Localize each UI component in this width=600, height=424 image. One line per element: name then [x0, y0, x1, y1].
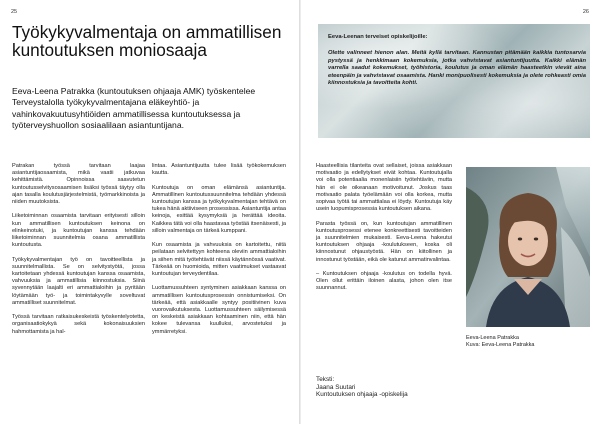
author-credit — [316, 376, 456, 399]
photo-caption — [466, 335, 592, 348]
page-number-right: 26 — [582, 9, 589, 15]
left-column-1 — [12, 163, 145, 343]
article-title — [12, 23, 294, 59]
quote-box — [318, 24, 590, 138]
body-paragraph: Liiketoiminnan osaamista tarvitaan erityisesti silloin kun ammatillisen kuntoutuksen keinona on elinkeinotuki, ja kuntoutujan kanssa tehdään liiketoiminnan suunnitelmia osana ammatillista kuntoutusta. — [12, 213, 145, 249]
body-paragraph: Luottamussuhteen syntyminen asiakkaan kanssa on ammatillisen kuntoutusprosessin onnistumiseksi. On tärkeää, että asiakkaalle syntyy positiivinen kuva vuorovaikutuksesta. Luottamussuhteen säilymisessä on keskeistä asiakkaan kohtaaminen niin, että hän kokee tulevansa kuulluksi, arvostetuksi ja ymmärretyksi. — [152, 285, 286, 335]
credit-role: Kuntoutuksen ohjaaja -opiskelija — [316, 391, 408, 399]
right-page — [300, 0, 600, 424]
body-paragraph: Haasteellisia tilanteita ovat sellaiset, joissa asiakkaan motivaatio ja edellytykset eivät kohtaa. Kuntoutujalla voi olla potentiaalia monenlaisiin työtehtäviin, mutta hän ei ole oikeanaan motivoitunut. Joskus taas motivaatio palata työelämään voi olla korkea, mutta sopivaa työtä tai ammattialaa ei löydy. Kuntoutuja käy usein luopumisprosessia kuntoutuksen aikana. — [316, 163, 452, 213]
body-paragraph: Työssä tarvitaan ratkaisukeskeistä työskentelyotetta, organisaatiokykyä sekä kokonaisuuksien hahmottamista ja hal- — [12, 314, 145, 335]
right-column-1 — [316, 163, 452, 300]
body-paragraph: Työkykyvalmentajan työ on tavoitteellista ja suunnitelmallista. Se on selvitystyötä, jossa kartoitetaan yhdessä kuntoutujan kanssa osaamista, vahvuuksia ja ammatillisia kiinnostuksia. Siinä syvennytään laajalti eri ammattialoihin ja pyritään löytämään työ- ja toimintakyvylle soveltuvat ammatilliset suunnitelmat. — [12, 256, 145, 306]
lead-paragraph: Eeva-Leena Patrakka (kuntoutuksen ohjaaja AMK) työskentelee Terveystalolla työkykyvalmentajana eläkeyhtiö- ja vahinkovakuutusyhtiöiden ammatillisessa kuntoutuksessa ja työterveyshuollon sosiaalilaan asiantuntijana. — [12, 86, 256, 131]
caption-credit: Kuva: Eeva-Leena Patrakka — [466, 341, 535, 348]
title-line-1: Työkykyvalmentaja on ammatillisen — [12, 22, 282, 42]
portrait-illustration — [466, 167, 590, 327]
quote-text: Olette valinneet hienon alan. Meitä kyllä tarvitaan. Kannustan pitämään kaikkia tuntosarvia pystyssä ja henkkimaan kokemuksia, jotka vahvistavat asiantuntijuutta. Kaikki elämän varrella saadut kokemukset, työhistoria, koulutus ja oman elämän haasteetkin vievät aina eteenpäin ja vahvistavat osaamista. Hanki monipuolisesti kokemuksia ja olete rohkeasti omia kiinnostuksia ja tavoitteita kohti. — [328, 50, 586, 87]
page-number-left: 25 — [11, 9, 18, 15]
body-paragraph: Kun osaamista ja vahvuuksia on kartoitettu, niitä peilataan selvitettyyn kohteena oleviin ammattialoihin ja siihen mitä työtehtävät niissä käytännössä vaativat. Tärkeää on huomioida, mitten vaatimukset vastaavat kuntoutujan terveydentilaa. — [152, 242, 286, 278]
quote-content — [328, 34, 586, 87]
body-paragraph: lintaa. Asiantuntijuutta tulee lisää työkokemuksen kautta. — [152, 163, 286, 177]
credit-author: Jaana Suutari — [316, 383, 356, 391]
body-paragraph: Kuntoutuja on oman elämänsä asiantuntija. Ammatillinen kuntoutussuunnitelma tehdään yhdessä kuntoutujan kanssa ja työkykyvalmentajan tehtävä on tukea hänä aktiiviseen prosessissa. Asiantuntija antaa keinoja, esittää kysymyksiä ja herättää ideoita. Kaikkea tätä voi olla haastavaa työstää itsenäisesti, ja silloin valmentaja on tärkeä kumppani. — [152, 184, 286, 234]
left-column-2 — [152, 163, 286, 343]
body-paragraph: – Kuntoutuksen ohjaaja -koulutus on todella hyvä. Olen ollut erittäin iloinen alasta, johon olen itse suunnannut. — [316, 271, 452, 292]
body-paragraph: Parasta työssä on, kun kuntoutujan ammatillinen kuntoutusprosessi etenee konkreettisesti tavoitteiden ja suunnitelmien mukaisesti. Eeva-Leena hakeutui kuntoutuksen ohjaaja -koulutukseen, koska oli kiinnostunut ohjaustyöstä. Hän on kiitollinen ja innostunut työstään, eikä ole katunut ammatinvalintaa. — [316, 220, 452, 263]
caption-name: Eeva-Leena Patrakka — [466, 335, 519, 341]
portrait-photo — [466, 167, 590, 327]
body-paragraph: Patrakan työssä tarvitaan laajaa asiantuntijaosaamista, mikä vaatii jatkuvaa kehittämistä. Opinnoissa saavutetun kuntoutusselvitysosaamisen lisäksi työssä täytyy olla ajan tasalla koulutusjärjestelmistä, työmarkkinoista ja niiden muutoksista. — [12, 163, 145, 206]
credit-label: Teksti: — [316, 376, 335, 383]
title-line-2: kuntoutuksen moniosaaja — [12, 40, 207, 60]
quote-heading: Eeva-Leenan terveiset opiskelijoille: — [328, 34, 428, 40]
